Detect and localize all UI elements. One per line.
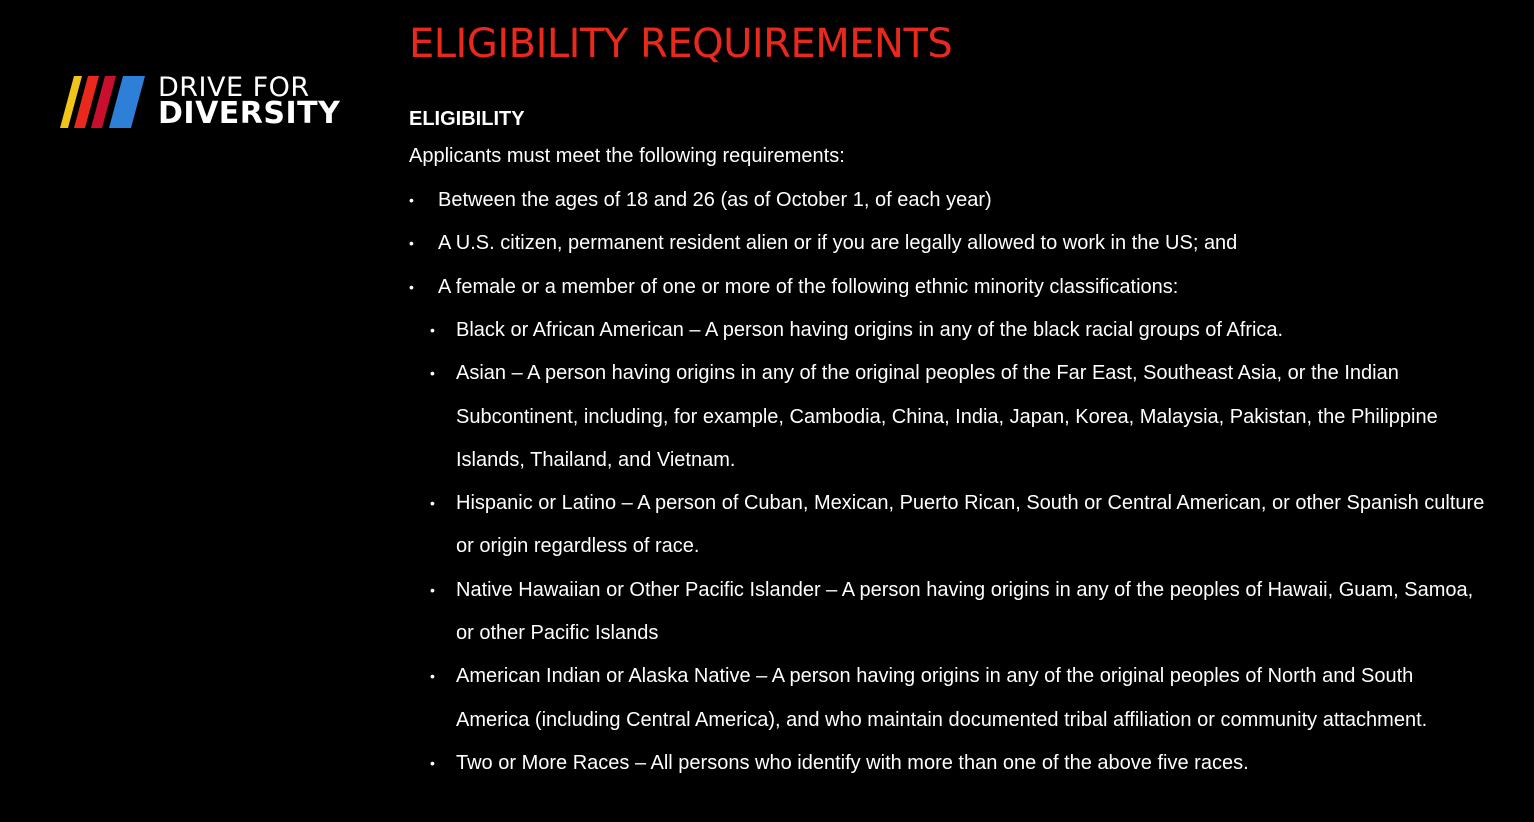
classification-text: Black or African American – A person having origins in any of the black racial groups of Africa. <box>456 319 1284 341</box>
logo-stripe-blue <box>109 76 145 128</box>
section-heading-eligibility: ELIGIBILITY <box>409 108 525 130</box>
logo-text-drive-for: DRIVE FOR <box>158 72 310 103</box>
requirements-list <box>409 179 1519 309</box>
classification-item-asian <box>409 352 1519 482</box>
classification-text: American Indian or Alaska Native – A person having origins in any of the original peoples of North and South America (including Central America), and who maintain documented tribal affiliation or community attachment. <box>456 665 1428 731</box>
bullet-icon: • <box>409 192 414 208</box>
bullet-icon: • <box>430 754 435 771</box>
requirement-item-age <box>409 179 1519 222</box>
classification-item-hispanic <box>409 482 1519 569</box>
classification-text: Two or More Races – All persons who identify with more than one of the above five races. <box>456 751 1249 774</box>
classification-text: Hispanic or Latino – A person of Cuban, Mexican, Puerto Rican, South or Central American, or other Spanish culture or origin regardless of race. <box>456 492 1485 558</box>
bullet-icon: • <box>430 668 435 685</box>
bullet-icon: • <box>409 278 414 295</box>
classification-item-two-or-more <box>409 742 1519 785</box>
requirements-intro: Applicants must meet the following requirements: <box>409 145 845 167</box>
requirement-item-citizenship <box>409 222 1519 265</box>
bullet-icon: • <box>409 235 414 252</box>
classification-item-black <box>409 309 1519 352</box>
classification-text: Native Hawaiian or Other Pacific Islander – A person having origins in any of the peoples of Hawaii, Guam, Samoa, or other Pacific Islands <box>456 578 1474 645</box>
requirement-text: A female or a member of one or more of the following ethnic minority classifications: <box>438 275 1179 298</box>
logo-text-diversity: DIVERSITY <box>158 96 341 131</box>
requirement-item-minority <box>409 266 1519 309</box>
page-title: ELIGIBILITY REQUIREMENTS <box>409 21 953 67</box>
logo-stripes-icon <box>60 76 150 128</box>
drive-for-diversity-logo[interactable] <box>60 74 350 130</box>
bullet-icon: • <box>430 322 435 338</box>
bullet-icon: • <box>430 365 435 382</box>
bullet-icon: • <box>430 495 435 512</box>
requirement-text: A U.S. citizen, permanent resident alien or if you are legally allowed to work in the US; and <box>438 232 1238 255</box>
bullet-icon: • <box>430 581 435 598</box>
classification-item-american-indian <box>409 655 1519 742</box>
classification-item-pacific-islander <box>409 569 1519 656</box>
classification-list <box>409 309 1519 785</box>
classification-text: Asian – A person having origins in any of the original peoples of the Far East, Southeast Asia, or the Indian Subcontinent, including, for example, Cambodia, China, India, Japan, Korea, Malaysia, Pakistan, the Philippine Islands, Thailand, and Vietnam. <box>456 362 1438 471</box>
requirement-text: Between the ages of 18 and 26 (as of October 1, of each year) <box>438 189 992 211</box>
